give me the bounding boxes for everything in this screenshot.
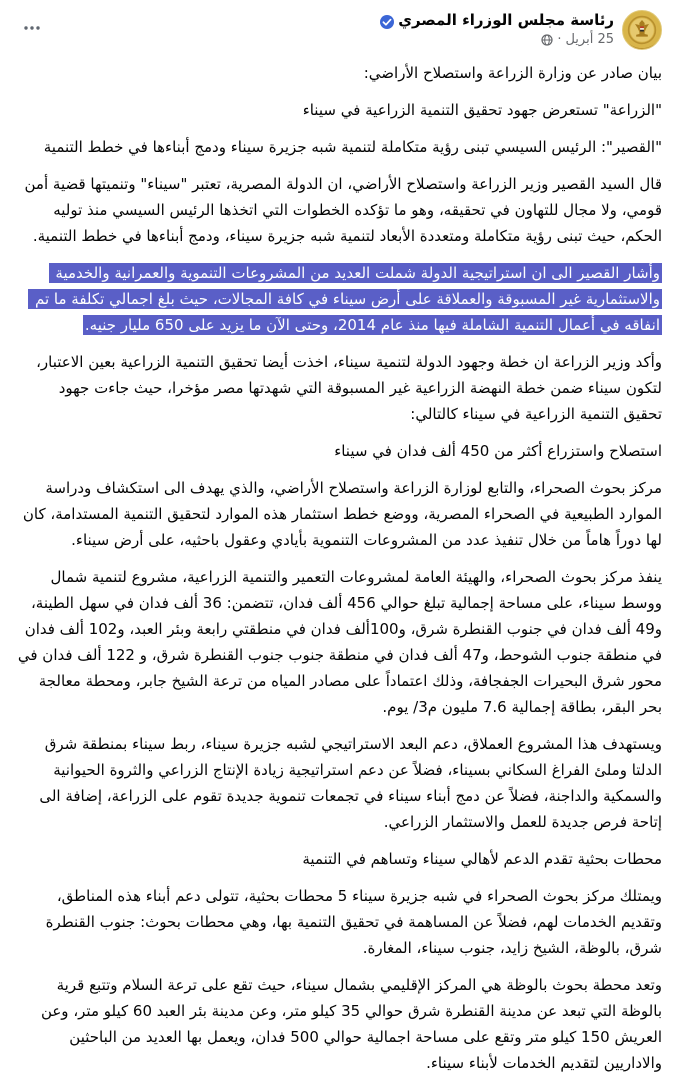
post-paragraph: استصلاح واستزراع أكثر من 450 ألف فدان في سيناء xyxy=(334,442,662,460)
timestamp[interactable] xyxy=(380,32,614,48)
post-paragraph: "الزراعة" تستعرض جهود تحقيق التنمية الزراعية في سيناء xyxy=(302,101,662,119)
post-paragraph: محطات بحثية تقدم الدعم لأهالي سيناء وتساهم في التنمية xyxy=(302,850,662,868)
post-paragraph xyxy=(16,260,662,338)
ellipsis-icon xyxy=(22,18,42,38)
post-header xyxy=(0,0,678,54)
avatar[interactable] xyxy=(622,10,662,50)
eagle-emblem-icon xyxy=(625,13,659,47)
highlighted-text: وأشار القصير الى ان استراتيجية الدولة شملت العديد من المشروعات التنموية والعمرانية والخدمية والاستثمارية غير المسبوقة والعملاقة على أرض سيناء في كافة المجالات، حيث بلغ اجمالي تكلفة ما تم انفاقه في أعمال التنمية الشاملة فيها منذ عام 2014، وحتى الآن ما يزيد على 650 مليار جنيه. xyxy=(30,264,660,334)
page-name[interactable]: رئاسة مجلس الوزراء المصري xyxy=(398,11,614,29)
post-paragraph: بيان صادر عن وزارة الزراعة واستصلاح الأراضي: xyxy=(363,64,662,82)
post-paragraph: ويمتلك مركز بحوث الصحراء في شبه جزيرة سيناء 5 محطات بحثية، تتولى دعم أبناء هذه المناطق، وتقديم الخدمات لهم، فضلاً عن المساهمة في تحقيق التنمية بها، وهي محطات بحوث: جنوب القنطرة شرق، بالوظة، الشيخ زايد، جنوب سيناء، المغارة. xyxy=(40,887,662,957)
post-paragraph: قال السيد القصير وزير الزراعة واستصلاح الأراضي، ان الدولة المصرية، تعتبر "سيناء" وتنميتها قضية أمن قومي، ولا مجال للتهاون في تحقيقه، وهو ما تؤكده الخطوات التي اتخذها الرئيس السيسي منذ توليه الحكم، حيث تبنى رؤية متكاملة ومتعددة الأبعاد لتنمية شبه جزيرة سيناء، ودمج أبناءها في خطط التنمية. xyxy=(19,175,662,245)
globe-icon xyxy=(541,34,553,46)
timestamp-text: 25 أبريل xyxy=(565,32,614,47)
post-meta xyxy=(380,10,614,48)
post-options-button[interactable] xyxy=(16,12,48,44)
post-paragraph: وأكد وزير الزراعة ان خطة وجهود الدولة لتنمية سيناء، اخذت أيضا تحقيق التنمية الزراعية بعين الاعتبار، لتكون سيناء ضمن خطة النهضة الزراعية غير المسبوقة التي شهدتها مصر مؤخرا، حيث جاءت جهود تحقيق التنمية الزراعية في سيناء كالتالي: xyxy=(31,353,662,423)
verified-badge-icon xyxy=(380,14,394,28)
post-paragraph: ينفذ مركز بحوث الصحراء، والهيئة العامة لمشروعات التعمير والتنمية الزراعية، مشروع لتنمية شمال ووسط سيناء، على مساحة إجمالية تبلغ حوالي 456 ألف فدان، تتضمن: 36 ألف فدان في سهل الطينة، و49 ألف فدان في جنوب القنطرة شرق، و100ألف فدان في منطقتي رابعة وبئر العبد، و102 ألف فدان في منطقة جنوب الشوحط، و47 ألف فدان في منطقة جنوب جنوب القنطرة شرق، و 122 ألف فدان في محور شرق البحيرات الجفجافة، وذلك اعتماداً على مصادر المياه من ترعة الشيخ جابر، ومحطة معالجة بحر البقر، بطاقة إجمالية 7.6 مليون م3/ يوم. xyxy=(13,568,662,716)
timestamp-separator: · xyxy=(557,32,562,47)
post-paragraph: وتعد محطة بحوث بالوظة هي المركز الإقليمي بشمال سيناء، حيث تقع على ترعة السلام وتتبع قرية بالوظة التي تبعد عن مدينة القنطرة شرق حوالي 35 كيلو متر، وعن مدينة بئر العبد 60 كيلو متر، وعن العريش 150 كيلو متر وتقع على مساحة اجمالية حوالي 500 فدان، ويعمل بها العديد من الباحثين والاداريين لتقديم الخدمات لأبناء سيناء. xyxy=(36,976,662,1072)
post-paragraph: "القصير": الرئيس السيسي تبنى رؤية متكاملة لتنمية شبه جزيرة سيناء ودمج أبناءها في خطط التنمية xyxy=(43,138,662,156)
post-paragraph: مركز بحوث الصحراء، والتابع لوزارة الزراعة واستصلاح الأراضي، والذي يهدف الى استكشاف ودراسة الموارد الطبيعية في الصحراء المصرية، ووضع خطط استثمار هذه الموارد لتحقيق التنمية المستدامة، كان لها دوراً هاماً من خلال تنفيذ عدد من المشروعات التنموية بأيادي وعقول باحثيه، على أرض سيناء. xyxy=(18,479,662,549)
post-text xyxy=(0,54,678,1076)
post-paragraph: ويستهدف هذا المشروع العملاق، دعم البعد الاستراتيجي لشبه جزيرة سيناء، ربط سيناء بمنطقة شرق الدلتا وملئ الفراغ السكاني بسيناء، فضلاً عن دعم استراتيجية زيادة الإنتاج الزراعي والثروة الحيوانية والسمكية والداجنة، فضلاً عن دمج أبناء سيناء في تجمعات تنموية جديدة تقوم على الزراعة، إضافة الى إتاحة فرص جديدة للعمل والاستثمار الزراعي. xyxy=(34,735,662,831)
